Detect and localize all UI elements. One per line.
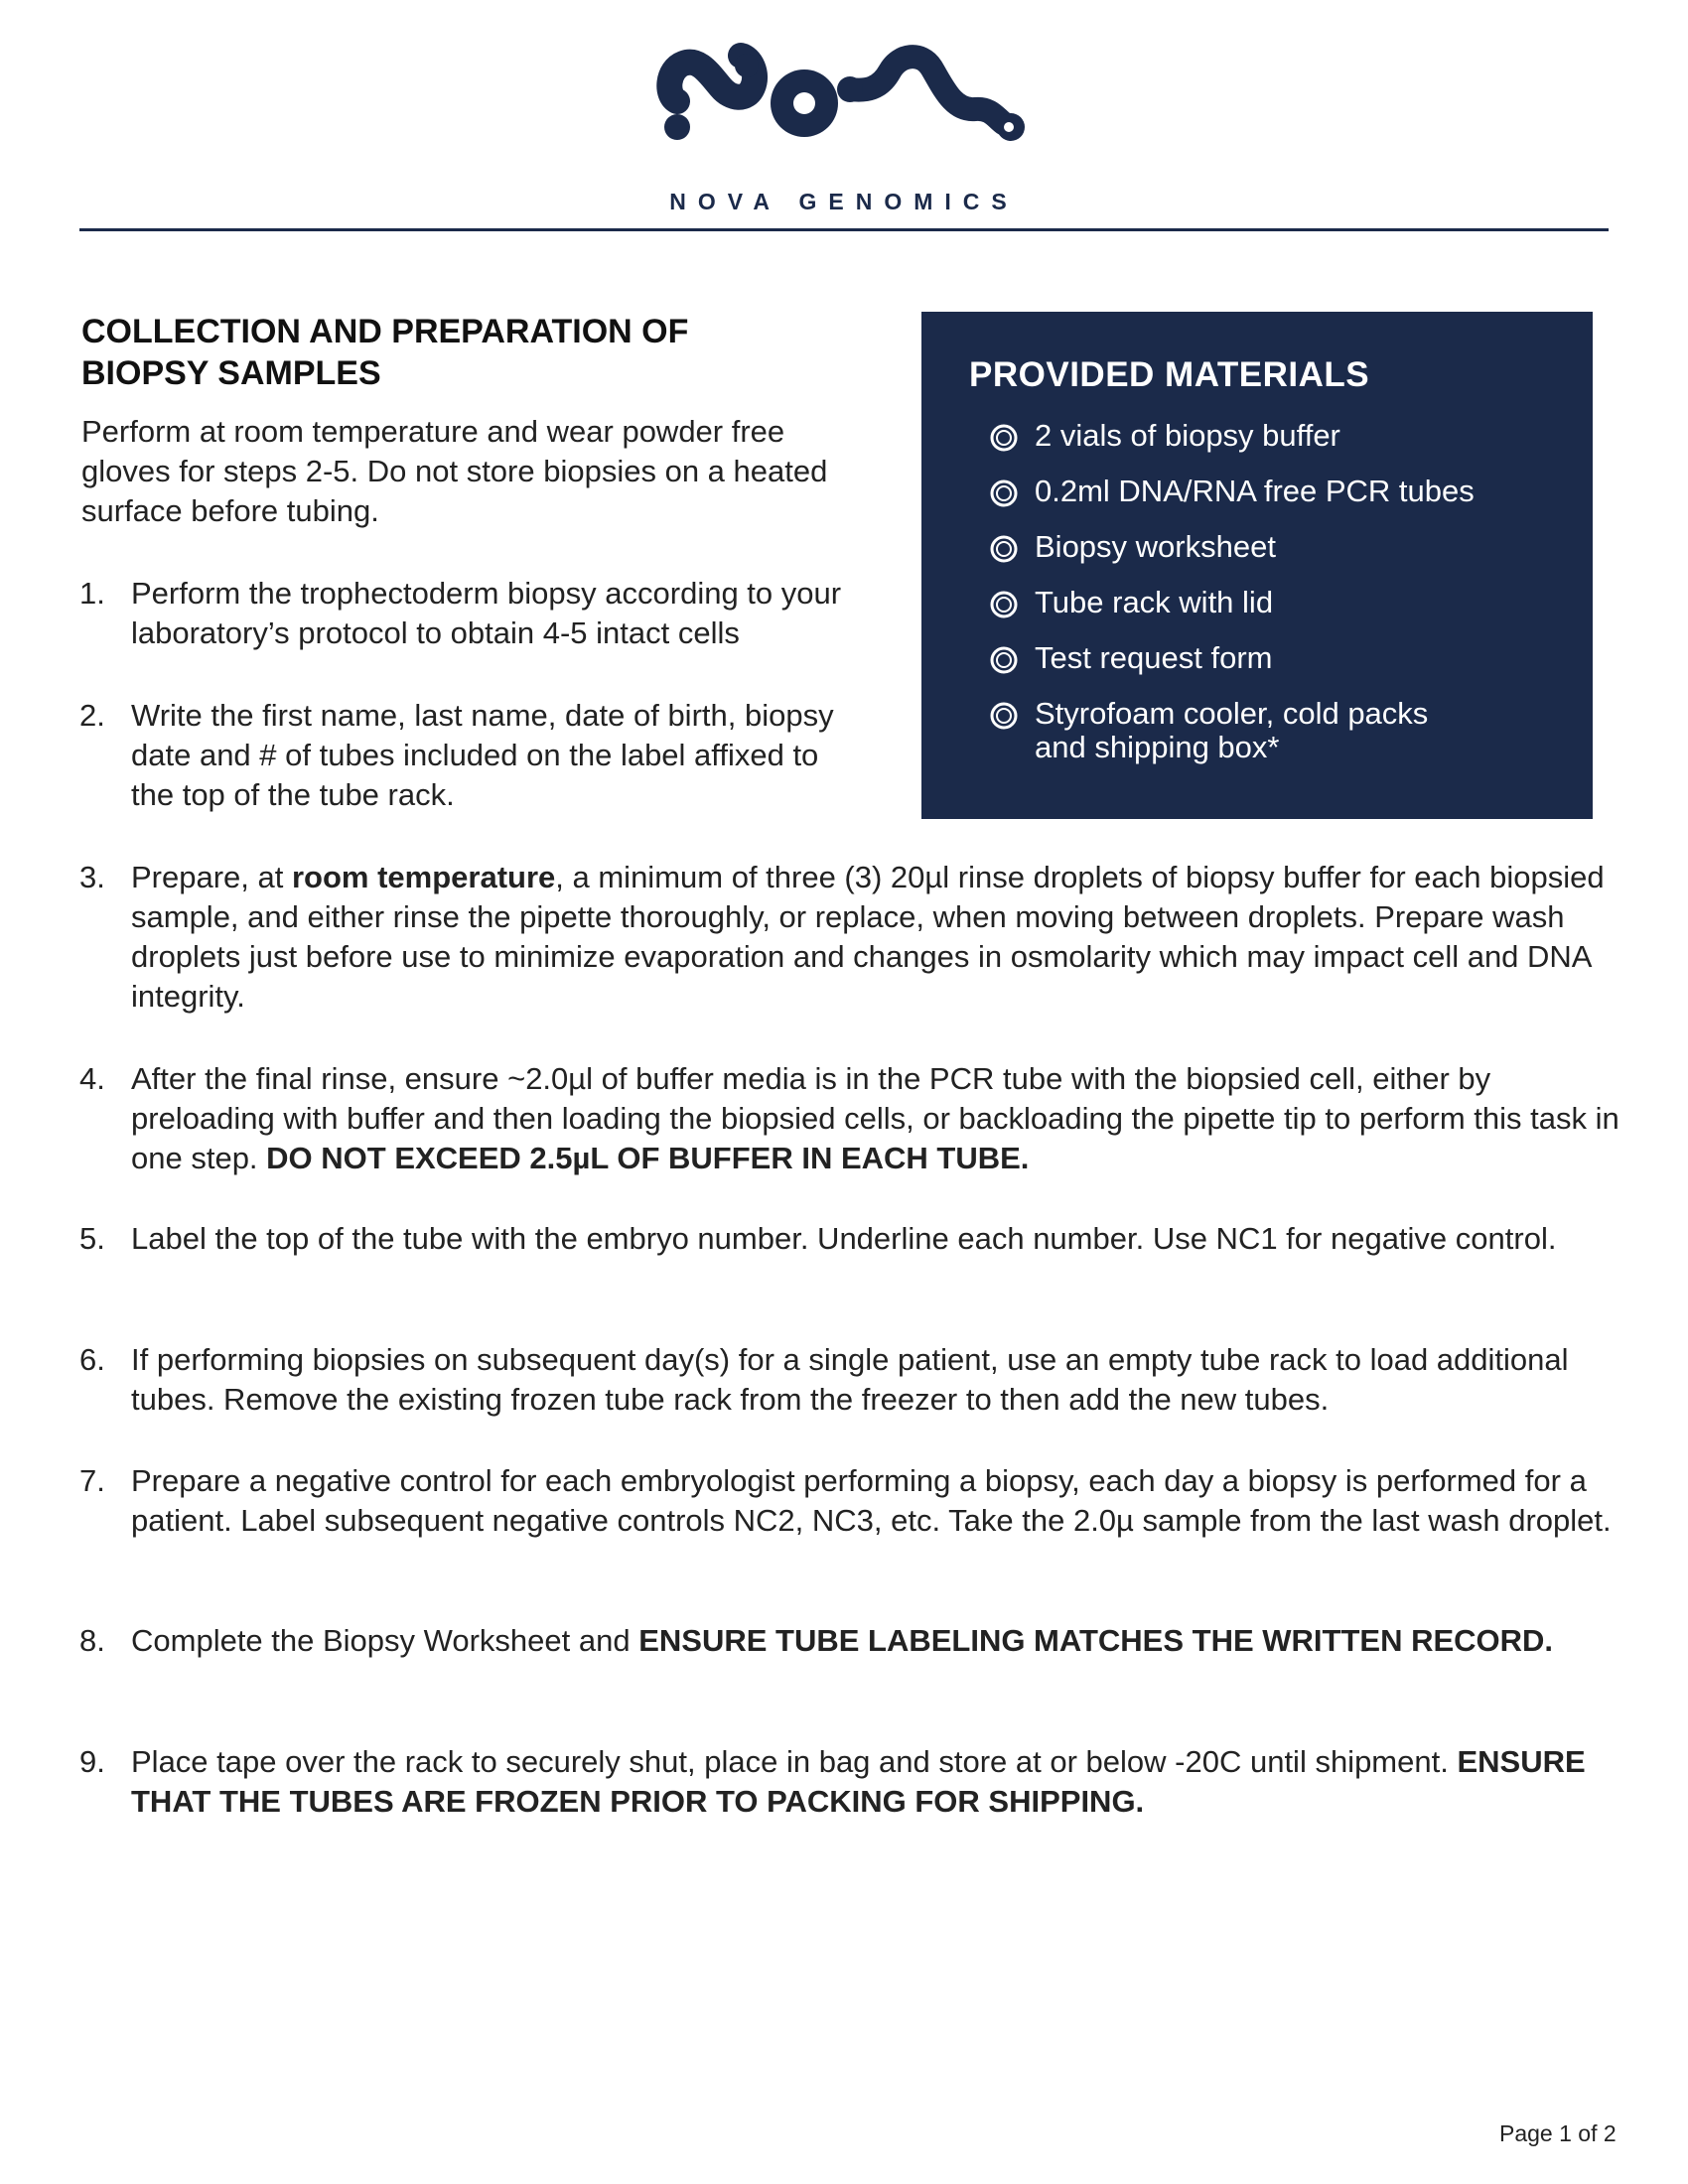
company-name: NOVA GENOMICS (669, 189, 1019, 214)
concentric-circle-icon (989, 534, 1019, 564)
concentric-circle-icon (989, 478, 1019, 508)
step-text-part: Complete the Biopsy Worksheet and (131, 1623, 639, 1658)
step-text (131, 858, 1660, 1017)
step-emphasis: ENSURE THAT THE TUBES ARE FROZEN PRIOR TO PACKING FOR SHIPPING. (131, 1744, 1586, 1819)
step-emphasis: room temperature (291, 860, 556, 894)
step-text (131, 1059, 1620, 1178)
material-label: Tube rack with lid (1035, 585, 1274, 619)
material-item (989, 641, 1565, 675)
step-number: 3. (79, 860, 105, 894)
step-number: 7. (79, 1463, 105, 1498)
step-text-part: , a minimum of three (3) 20µl rinse droplets of biopsy buffer for each biopsied sample, and either rinse the pipette thoroughly, or replace, when moving between droplets. Prepare wash droplets just before use to minimize evaporation and changes in osmolarity which may impact cell and DNA integrity. (131, 860, 1605, 1014)
intro-paragraph: Perform at room temperature and wear powder free gloves for steps 2-5. Do not store biopsies on a heated surface before tubing. (81, 414, 828, 528)
concentric-circle-icon (989, 701, 1019, 731)
step-text: Prepare a negative control for each embryologist performing a biopsy, each day a biopsy is performed for a patient. Label subsequent negative controls NC2, NC3, etc. Take the 2.0µ sample from the last wash droplet. (131, 1463, 1612, 1538)
step-emphasis: ENSURE TUBE LABELING MATCHES THE WRITTEN RECORD. (638, 1623, 1554, 1658)
title-line-1: COLLECTION AND PREPARATION OF (81, 313, 689, 350)
material-label: Styrofoam cooler, cold packs and shipping box* (1035, 696, 1429, 764)
material-item (989, 419, 1565, 453)
materials-title: PROVIDED MATERIALS (969, 355, 1370, 394)
material-label: 0.2ml DNA/RNA free PCR tubes (1035, 474, 1475, 508)
concentric-circle-icon (989, 590, 1019, 619)
step-number: 5. (79, 1221, 105, 1256)
step-number: 6. (79, 1342, 105, 1377)
provided-materials-box (921, 312, 1593, 819)
step-text: Write the first name, last name, date of birth, biopsy date and # of tubes included on the label affixed to the top of the tube rack. (131, 698, 834, 812)
concentric-circle-icon (989, 645, 1019, 675)
step-text: Perform the trophectoderm biopsy according to your laboratory’s protocol to obtain 4-5 intact cells (131, 576, 842, 650)
concentric-circle-icon (989, 423, 1019, 453)
step-text: If performing biopsies on subsequent day(s) for a single patient, use an empty tube rack to load additional tubes. Remove the existing frozen tube rack from the freezer to then add the new tubes. (131, 1342, 1569, 1417)
material-label: 2 vials of biopsy buffer (1035, 418, 1340, 453)
step-text-part: Place tape over the rack to securely shut, place in bag and store at or below -20C until shipment. (131, 1744, 1458, 1779)
step-text: Label the top of the tube with the embryo number. Underline each number. Use NC1 for negative control. (131, 1221, 1557, 1256)
nova-logo-mark (655, 30, 1033, 149)
step-number: 2. (79, 698, 105, 733)
header-divider (79, 228, 1609, 231)
step-number: 9. (79, 1744, 105, 1779)
page-title (81, 311, 796, 394)
step-number: 1. (79, 576, 105, 611)
step-emphasis: DO NOT EXCEED 2.5µL OF BUFFER IN EACH TUBE. (266, 1141, 1030, 1175)
material-item (989, 697, 1472, 764)
material-item (989, 586, 1565, 619)
nova-genomics-logo (635, 30, 1053, 214)
step-number: 4. (79, 1061, 105, 1096)
step-text (131, 1742, 1620, 1822)
material-label: Test request form (1035, 640, 1273, 675)
material-item (989, 475, 1565, 508)
materials-list (989, 419, 1565, 786)
step-text-part: After the final rinse, ensure ~2.0µl of buffer media is in the PCR tube with the biopsied cell, either by preloading with buffer and then loading the biopsied cells, or backloading the pipette tip to perform this task in one step. (131, 1061, 1619, 1175)
page-number: Page 1 of 2 (1499, 2120, 1617, 2146)
step-text (131, 1621, 1601, 1661)
step-number: 8. (79, 1623, 105, 1658)
title-line-2: BIOPSY SAMPLES (81, 354, 381, 392)
material-item (989, 530, 1565, 564)
material-label: Biopsy worksheet (1035, 529, 1276, 564)
step-text-part: Prepare, at (131, 860, 292, 894)
